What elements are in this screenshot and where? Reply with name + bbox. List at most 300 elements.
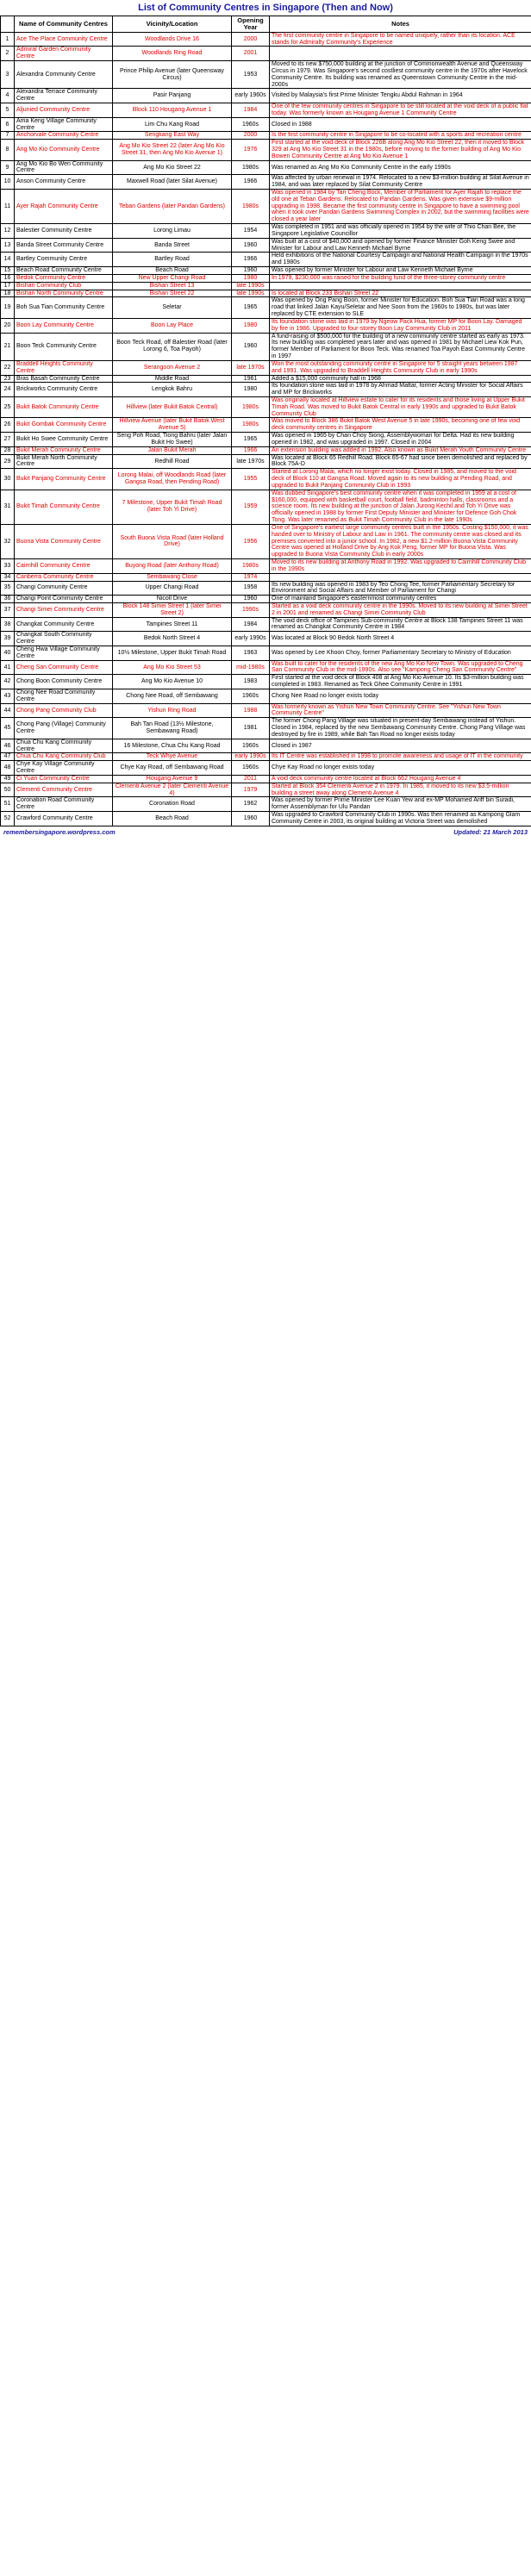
- row-year: 1958: [232, 581, 270, 596]
- row-name: Admiral Garden Community Centre: [15, 47, 113, 61]
- table-row: [1, 274, 531, 282]
- row-number: 44: [1, 703, 15, 718]
- row-location: Lengkok Bahru: [113, 383, 232, 397]
- row-location: Lorong Limau: [113, 224, 232, 239]
- row-year: 1959: [232, 490, 270, 524]
- table-row: [1, 433, 531, 447]
- table-row: [1, 375, 531, 383]
- row-location: Boon Teck Road, off Balestier Road (later Lorong 6, Toa Payoh): [113, 333, 232, 360]
- row-year: 1974: [232, 573, 270, 581]
- table-row: [1, 396, 531, 417]
- row-name: Bukit Ho Swee Community Centre: [15, 433, 113, 447]
- row-number: 27: [1, 433, 15, 447]
- row-name: Bukit Panjang Community Centre: [15, 469, 113, 490]
- table-row: [1, 603, 531, 618]
- row-year: 1980: [232, 274, 270, 282]
- row-name: Buona Vista Community Centre: [15, 524, 113, 558]
- row-number: 11: [1, 189, 15, 223]
- row-number: 4: [1, 89, 15, 103]
- row-location: Middle Road: [113, 375, 232, 383]
- row-notes: Held exhibitions of the National Courtesy Campaign and National Health Campaign in the 1970s and 1980s: [270, 253, 531, 267]
- row-name: Canberra Community Centre: [15, 573, 113, 581]
- row-location: Lim Chu Kang Road: [113, 117, 232, 132]
- row-number: 20: [1, 318, 15, 333]
- row-name: Banda Street Community Centre: [15, 238, 113, 253]
- row-year: mid-1980s: [232, 660, 270, 675]
- table-row: [1, 689, 531, 703]
- row-location: New Upper Changi Road: [113, 274, 232, 282]
- row-number: 43: [1, 689, 15, 703]
- row-year: 1988: [232, 703, 270, 718]
- row-location: Yishun Ring Road: [113, 703, 232, 718]
- row-location: Bah Tan Road (13½ Milestone, Sembawang Road): [113, 718, 232, 739]
- row-year: 1984: [232, 103, 270, 118]
- table-row: [1, 175, 531, 190]
- row-location: Teck Whye Avenue: [113, 753, 232, 761]
- row-year: early 1990s: [232, 753, 270, 761]
- row-name: Chong Boon Community Centre: [15, 675, 113, 689]
- row-notes: Started at Block 354 Clementi Avenue 2 in 1979. In 1985, it moved to its new $3.5-million building a street away along Clementi Avenue 4: [270, 783, 531, 797]
- row-notes: The former Chong Pang Village was situated in present-day Sembawang instead of Yishun. Closed in 1984, replaced by the new Sembawang Community Centre. Chong Pang Village was destroyed by fire in 1989, while Bah Tan Road no longer exists today: [270, 718, 531, 739]
- row-number: 49: [1, 775, 15, 783]
- row-notes: Was opened in 1965 by Chan Choy Siong, Assemblywoman for Delta. Had its new building opened in 1982, and was upgraded in 1997. Closed in 2004: [270, 433, 531, 447]
- row-year: 1979: [232, 783, 270, 797]
- row-notes: Moved to its new $750,000 building at the junction of Commonwealth Avenue and Queensway Circus in 1979. Was Singapore's second costliest community centre in the 1970s after Havelock Community Centre. Its building was renamed as Queenstown Community Centre in the mid-2000s: [270, 61, 531, 89]
- row-location: Woodlands Ring Road: [113, 47, 232, 61]
- row-notes: Was opened by former Prime Minister Lee Kuan Yew and ex-MP Mohamed Ariff bin Suradi, former Assemblyman for Ulu Pandan: [270, 797, 531, 812]
- row-name: Chong Nee Road Community Centre: [15, 689, 113, 703]
- row-year: 1963: [232, 646, 270, 660]
- table-row: [1, 224, 531, 239]
- row-year: 1966: [232, 253, 270, 267]
- row-number: 37: [1, 603, 15, 618]
- table-row: [1, 490, 531, 524]
- row-name: Crawford Community Centre: [15, 812, 113, 826]
- row-name: Chong Pang (Village) Community Centre: [15, 718, 113, 739]
- row-notes: First started at the void deck of Block 408 at Ang Mo Kio Avenue 10. Its $3-million building was completed in 1983. Renamed as Teck Ghee Community Centre in 1991: [270, 675, 531, 689]
- row-notes: Was formerly known as Yishun New Town Community Centre. See "Yishun New Town Community Centre": [270, 703, 531, 718]
- row-year: 1960s: [232, 117, 270, 132]
- row-number: 36: [1, 596, 15, 603]
- row-notes: Closed in 1988: [270, 117, 531, 132]
- row-location: Maxwell Road (later Silat Avenue): [113, 175, 232, 190]
- row-number: 6: [1, 117, 15, 132]
- row-number: 18: [1, 290, 15, 297]
- table-body: [1, 32, 531, 826]
- row-notes: Started at Lorong Malai, which no longer exist today. Closed in 1985, and moved to the void deck of Block 110 at Gangsa Road. Moved again to its new building at Pending Road, and upgraded to Bukit Panjang Community Club in 1993: [270, 469, 531, 490]
- row-notes: Started as a void deck community centre in the 1990s. Moved to its new building at Simei Street 2 in 2001 and renamed as Changi Simei Community Club: [270, 603, 531, 618]
- row-number: 22: [1, 360, 15, 375]
- row-year: 2000: [232, 32, 270, 47]
- table-row: [1, 89, 531, 103]
- row-notes: An extension building was added in 1992. Also known as Bukit Merah Youth Community Centre: [270, 446, 531, 454]
- row-location: Nicoll Drive: [113, 596, 232, 603]
- row-number: 24: [1, 383, 15, 397]
- row-location: Coronation Road: [113, 797, 232, 812]
- row-notes: [270, 47, 531, 61]
- row-location: Sengkang East Way: [113, 132, 232, 140]
- table-row: [1, 103, 531, 118]
- table-row: [1, 117, 531, 132]
- row-name: Anchorvale Community Centre: [15, 132, 113, 140]
- row-name: Chua Chu Kang Community Club: [15, 753, 113, 761]
- row-location: Lorong Malai, off Woodlands Road (later Gangsa Road, then Pending Road): [113, 469, 232, 490]
- row-year: late 1990s: [232, 282, 270, 290]
- row-location: Beach Road: [113, 267, 232, 275]
- row-name: Changkat South Community Centre: [15, 632, 113, 646]
- row-number: 50: [1, 783, 15, 797]
- row-year: 1980s: [232, 160, 270, 175]
- row-year: 1990s: [232, 603, 270, 618]
- row-year: 1980s: [232, 559, 270, 574]
- row-number: 38: [1, 617, 15, 632]
- row-name: Braddell Heights Community Centre: [15, 360, 113, 375]
- table-row: [1, 454, 531, 469]
- row-number: 41: [1, 660, 15, 675]
- row-year: 2000: [232, 132, 270, 140]
- row-notes: Was originally located at Hillview estate to cater for its residents and those living at Upper Bukit Timah Road. Was moved to Bukit Batok Central in early 1990s and upgraded to Bukit Batok Community Club: [270, 396, 531, 417]
- row-year: 1961: [232, 375, 270, 383]
- footer-source: remembersingapore.wordpress.com: [3, 827, 116, 836]
- row-notes: One of the few community centres in Singapore to be still located at the void deck of a public flat today. Was formerly known as Hougang Avenue 1 Community Centre: [270, 103, 531, 118]
- row-number: 2: [1, 47, 15, 61]
- table-row: [1, 140, 531, 160]
- row-year: 1960: [232, 333, 270, 360]
- row-notes: Won the most outstanding community centre in Singapore for 5 straight years between 1987 and 1991. Was upgraded to Braddell Heights Community Club in early 1990s: [270, 360, 531, 375]
- row-notes: Was opened by Lee Khoon Choy, former Parliamentary Secretary to Ministry of Education: [270, 646, 531, 660]
- row-location: Redhill Road: [113, 454, 232, 469]
- row-location: Block 110 Hougang Avenue 1: [113, 103, 232, 118]
- row-notes: [270, 282, 531, 290]
- row-number: 3: [1, 61, 15, 89]
- row-name: Anson Community Centre: [15, 175, 113, 190]
- row-name: Cheng San Community Centre: [15, 660, 113, 675]
- row-year: 1960s: [232, 739, 270, 753]
- table-row: [1, 573, 531, 581]
- row-name: Bishan Community Club: [15, 282, 113, 290]
- row-year: 1983: [232, 675, 270, 689]
- row-notes: Was built at a cost of $40,000 and opened by former Finance Minister Goh Keng Swee and Minister for Labour and Law Kenneth Michael Byrne: [270, 238, 531, 253]
- row-notes: Was dubbed Singapore's best community centre when it was completed in 1959 at a cost of $160,000, equipped with basketball court, football field, badminton halls, classrooms and a science room. Its new building at the junction of Jalan Jurong Kechil and Toh Yi Drive was officially opened in 1988 by former First Deputy Minister and Minister for Defence Goh Chok Tong. Was later renamed as Bukit Timah Community Club in the late 1990s: [270, 490, 531, 524]
- row-location: Ang Mo Kio Street 22: [113, 160, 232, 175]
- table-row: [1, 761, 531, 776]
- footer: [0, 826, 531, 836]
- row-name: Balestier Community Centre: [15, 224, 113, 239]
- table-row: [1, 32, 531, 47]
- row-location: Seletar: [113, 297, 232, 318]
- row-name: Clementi Community Centre: [15, 783, 113, 797]
- row-name: Ang Mo Kio Bo Wen Community Centre: [15, 160, 113, 175]
- row-year: 1960: [232, 238, 270, 253]
- table-row: [1, 61, 531, 89]
- row-location: Upper Changi Road: [113, 581, 232, 596]
- row-year: 1960: [232, 267, 270, 275]
- row-name: Bukit Merah Community Centre: [15, 446, 113, 454]
- row-notes: Its foundation stone was laid in 1979 by Ngeow Pack Hua, former MP for Boon Lay. Damaged by fire in 1986. Upgraded to four-storey Boon Lay Community Club in 2011: [270, 318, 531, 333]
- row-name: Bukit Timah Community Centre: [15, 490, 113, 524]
- row-number: 32: [1, 524, 15, 558]
- row-notes: Its new building was opened in 1983 by Teo Chong Tee, former Parliamentary Secretary for Environment and Social Affairs and Member of Parliament for Changi: [270, 581, 531, 596]
- table-row: [1, 253, 531, 267]
- row-location: Ang Mo Kio Street 53: [113, 660, 232, 675]
- row-name: Bras Basah Community Centre: [15, 375, 113, 383]
- table-row: [1, 297, 531, 318]
- row-notes: A void deck community centre located at Block 662 Hougang Avenue 4: [270, 775, 531, 783]
- table-row: [1, 646, 531, 660]
- row-year: 1960s: [232, 689, 270, 703]
- row-year: 2011: [232, 775, 270, 783]
- row-name: Changkat Community Centre: [15, 617, 113, 632]
- row-name: Bukit Gombak Community Centre: [15, 418, 113, 433]
- row-location: 7 Milestone, Upper Bukit Timah Road (later Toh Yi Drive): [113, 490, 232, 524]
- row-year: 1980s: [232, 189, 270, 223]
- row-notes: In 1979, $230,000 was raised for the building fund of the three-storey community centre: [270, 274, 531, 282]
- header-location: Vicinity/Location: [113, 16, 232, 33]
- row-location: Bishan Street 22: [113, 290, 232, 297]
- header-name: Name of Community Centres: [15, 16, 113, 33]
- row-location: Bishan Street 13: [113, 282, 232, 290]
- row-year: early 1990s: [232, 632, 270, 646]
- row-location: Beach Road: [113, 812, 232, 826]
- row-year: 1960s: [232, 761, 270, 776]
- row-notes: First started at the void deck of Block 226B along Ang Mo Kio Street 22, then it moved to Block 329 at Ang Mo Kio Street 31 in the 1980s, before moving to the former building of Ang Mo Kio Bowen Community Centre at Ang Mo Kio Avenue 1: [270, 140, 531, 160]
- table-row: [1, 446, 531, 454]
- row-name: Chye Kay Village Community Centre: [15, 761, 113, 776]
- row-year: 1984: [232, 617, 270, 632]
- table-row: [1, 632, 531, 646]
- row-name: Changi Community Centre: [15, 581, 113, 596]
- table-row: [1, 267, 531, 275]
- row-number: 29: [1, 454, 15, 469]
- row-notes: A fund-raising of $500,000 for the building of a new community centre started as early as 1973. Its new building was completed years later and was opened in 1981 by Michael Liew Kok Pun, former Member of Parliament for Boon Teck. Was renamed Toa Payoh East Community Centre in 1997: [270, 333, 531, 360]
- row-name: Bukit Merah North Community Centre: [15, 454, 113, 469]
- row-number: 35: [1, 581, 15, 596]
- row-year: 1980: [232, 383, 270, 397]
- row-number: 16: [1, 274, 15, 282]
- row-year: late 1990s: [232, 290, 270, 297]
- row-name: Changi Point Community Centre: [15, 596, 113, 603]
- row-number: 45: [1, 718, 15, 739]
- row-number: 51: [1, 797, 15, 812]
- row-notes: Its IT Centre was established in 1998 to promote awareness and usage of IT in the community: [270, 753, 531, 761]
- row-location: Seng Poh Road, Tiong Bahru (later Jalan Bukit Ho Swee): [113, 433, 232, 447]
- table-row: [1, 581, 531, 596]
- row-number: 48: [1, 761, 15, 776]
- table-row: [1, 812, 531, 826]
- header-year: Opening Year: [232, 16, 270, 33]
- table-row: [1, 47, 531, 61]
- row-name: Alexandra Community Centre: [15, 61, 113, 89]
- row-name: Boh Sua Tian Community Centre: [15, 297, 113, 318]
- table-row: [1, 238, 531, 253]
- row-year: 1953: [232, 61, 270, 89]
- row-notes: Chong Nee Road no longer exists today: [270, 689, 531, 703]
- row-location: 16 Milestone, Chua Chu Kang Road: [113, 739, 232, 753]
- row-location: Pasir Panjang: [113, 89, 232, 103]
- table-row: [1, 703, 531, 718]
- row-number: 17: [1, 282, 15, 290]
- row-notes: Is located at Block 233 Bishan Street 22: [270, 290, 531, 297]
- row-notes: Was upgraded to Crawford Community Club in 1990s. Was then renamed as Kampong Glam Community Centre in 2003, its original building at Victoria Street was demolished: [270, 812, 531, 826]
- row-number: 46: [1, 739, 15, 753]
- row-number: 42: [1, 675, 15, 689]
- row-year: 1965: [232, 433, 270, 447]
- table-row: [1, 132, 531, 140]
- row-notes: One of mainland Singapore's easternmost community centres: [270, 596, 531, 603]
- row-name: Bishan North Community Centre: [15, 290, 113, 297]
- row-number: 8: [1, 140, 15, 160]
- table-row: [1, 189, 531, 223]
- row-location: South Buona Vista Road (later Holland Drive): [113, 524, 232, 558]
- row-location: Jalan Bukit Merah: [113, 446, 232, 454]
- row-number: 30: [1, 469, 15, 490]
- row-number: 5: [1, 103, 15, 118]
- row-location: Woodlands Drive 16: [113, 32, 232, 47]
- row-name: Chong Pang Community Club: [15, 703, 113, 718]
- table-row: [1, 660, 531, 675]
- community-centres-table: [0, 16, 531, 826]
- row-number: 13: [1, 238, 15, 253]
- row-notes: Visited by Malaysia's first Prime Minister Tengku Abdul Rahman in 1964: [270, 89, 531, 103]
- table-row: [1, 617, 531, 632]
- row-number: 31: [1, 490, 15, 524]
- row-name: Ci Yuan Community Centre: [15, 775, 113, 783]
- row-name: Ama Keng Village Community Centre: [15, 117, 113, 132]
- row-name: Chua Chu Kang Community Centre: [15, 739, 113, 753]
- row-location: Hillview Avenue (later Bukit Batok West Avenue 5): [113, 418, 232, 433]
- row-location: Ang Mo Kio Street 22 (later Ang Mo Kio Street 31, then Ang Mo Kio Avenue 1): [113, 140, 232, 160]
- row-number: 19: [1, 297, 15, 318]
- row-number: 25: [1, 396, 15, 417]
- row-year: late 1970s: [232, 454, 270, 469]
- row-number: 1: [1, 32, 15, 47]
- row-name: Bukit Batok Community Centre: [15, 396, 113, 417]
- row-location: Clementi Avenue 2 (later Clementi Avenue 4): [113, 783, 232, 797]
- table-row: [1, 469, 531, 490]
- row-year: 1960: [232, 812, 270, 826]
- row-notes: The void deck office of Tampines Sub-community Centre at Block 138 Tampines Street 11 was renamed as Changkat Community Centre in 1984: [270, 617, 531, 632]
- row-notes: Was located at Block 90 Bedok North Street 4: [270, 632, 531, 646]
- row-year: 1966: [232, 446, 270, 454]
- row-location: Boon Lay Place: [113, 318, 232, 333]
- row-location: Tampines Street 11: [113, 617, 232, 632]
- row-number: 14: [1, 253, 15, 267]
- row-year: 1956: [232, 524, 270, 558]
- footer-updated: Updated: 21 March 2013: [453, 827, 528, 836]
- row-location: Hougang Avenue 9: [113, 775, 232, 783]
- table-row: [1, 783, 531, 797]
- table-row: [1, 675, 531, 689]
- row-number: 12: [1, 224, 15, 239]
- row-year: 1962: [232, 797, 270, 812]
- row-location: Block 148 Simei Street 1 (later Simei Street 2): [113, 603, 232, 618]
- row-number: 34: [1, 573, 15, 581]
- row-notes: Was located at Block 65 Redhill Road. Block 65-67 had since been demolished and replaced by Block 75A-D: [270, 454, 531, 469]
- row-number: 15: [1, 267, 15, 275]
- row-notes: Moved to its new building at Anthony Road in 1992. Was upgraded to Cairnhill Community Club in the 1990s: [270, 559, 531, 574]
- row-notes: Is the first community centre in Singapore to be co-located with a sports and recreation centre: [270, 132, 531, 140]
- table-row: [1, 418, 531, 433]
- row-location: Sembawang Close: [113, 573, 232, 581]
- row-notes: Closed in 1987: [270, 739, 531, 753]
- row-year: late 1970s: [232, 360, 270, 375]
- row-year: 1980s: [232, 396, 270, 417]
- row-name: Alexandra Terrace Community Centre: [15, 89, 113, 103]
- row-number: 52: [1, 812, 15, 826]
- row-year: 1965: [232, 297, 270, 318]
- row-number: 21: [1, 333, 15, 360]
- row-location: Chong Nee Road, off Sembawang: [113, 689, 232, 703]
- row-location: Chye Kay Road, off Sembawang Road: [113, 761, 232, 776]
- row-number: 28: [1, 446, 15, 454]
- row-year: 2001: [232, 47, 270, 61]
- row-name: Brickworks Community Centre: [15, 383, 113, 397]
- row-location: Buyong Road (later Anthony Road): [113, 559, 232, 574]
- row-year: early 1960s: [232, 89, 270, 103]
- row-number: 9: [1, 160, 15, 175]
- row-name: Ayer Rajah Community Centre: [15, 189, 113, 223]
- table-row: [1, 282, 531, 290]
- row-number: 7: [1, 132, 15, 140]
- row-name: Beach Road Community Centre: [15, 267, 113, 275]
- row-notes: Was opened by former Minister for Labour and Law Kenneth Michael Byrne: [270, 267, 531, 275]
- row-year: 1960: [232, 596, 270, 603]
- row-notes: Was built to cater for the residents of the new Ang Mo Kio New Town. Was upgraded to Cheng San Community Club in the mid-1990s. Also see "Kampong Cheng San Community Centre": [270, 660, 531, 675]
- row-year: 1980: [232, 318, 270, 333]
- row-year: 1981: [232, 718, 270, 739]
- row-name: Ang Mo Kio Community Centre: [15, 140, 113, 160]
- row-location: Prince Philip Avenue (later Queensway Circus): [113, 61, 232, 89]
- row-number: 10: [1, 175, 15, 190]
- row-number: 47: [1, 753, 15, 761]
- row-location: Bartley Road: [113, 253, 232, 267]
- table-row: [1, 775, 531, 783]
- row-notes: Was affected by urban renewal in 1974. Relocated to a new $3-million building at Silat Avenue in 1984, and was later replaced by Silat Community Centre: [270, 175, 531, 190]
- table-row: [1, 797, 531, 812]
- table-row: [1, 739, 531, 753]
- row-name: Bartley Community Centre: [15, 253, 113, 267]
- row-location: Teban Gardens (later Pandan Gardens): [113, 189, 232, 223]
- table-row: [1, 160, 531, 175]
- table-row: [1, 383, 531, 397]
- table-row: [1, 318, 531, 333]
- row-name: Boon Lay Community Centre: [15, 318, 113, 333]
- row-location: Ang Mo Kio Avenue 10: [113, 675, 232, 689]
- row-name: Coronation Road Community Centre: [15, 797, 113, 812]
- row-number: 33: [1, 559, 15, 574]
- row-year: 1955: [232, 469, 270, 490]
- row-name: Ace The Place Community Centre: [15, 32, 113, 47]
- row-notes: One of Singapore's earliest large community centres built in the 1950s. Costing $150,000, it was handed over to Ministry of Labour and Law in 1961. The community centre was closed and its premises converted into a junior school. In 1982, a new $1.2-million Buona Vista Community Centre was opened at Holland Drive by Ang Kok Peng, former MP for Buona Vista. Was upgraded to Buona Vista Community Club in early 2000s: [270, 524, 531, 558]
- table-row: [1, 290, 531, 297]
- row-notes: Was opened in 1984 by Tan Cheng Bock, Member of Parliament for Ayer Rajah to replace the old one at Teban Gardens. Relocated to Pandan Gardens. Was given extensive $9-million upgrading in 1998. Became the first community centre in Singapore to have a swimming pool when it took over Pandan Gardens Swimming Complex in 2002, but the swimming facilities were closed a year later: [270, 189, 531, 223]
- row-number: 40: [1, 646, 15, 660]
- row-year: 1954: [232, 224, 270, 239]
- row-name: Boon Teck Community Centre: [15, 333, 113, 360]
- table-row: [1, 753, 531, 761]
- row-notes: Added a $15,000 community hall in 1968: [270, 375, 531, 383]
- row-notes: Was opened by Ong Pang Boon, former Minister for Education. Boh Sua Tian Road was a long road that linked Jalan Kayu/Seletar and Nee Soon from the 1960s to 1980s, but was later replaced by CTE extension to SLE: [270, 297, 531, 318]
- row-location: Serangoon Avenue 2: [113, 360, 232, 375]
- table-row: [1, 360, 531, 375]
- table-row: [1, 718, 531, 739]
- table-row: [1, 333, 531, 360]
- row-location: 10½ Milestone, Upper Bukit Timah Road: [113, 646, 232, 660]
- page-title: List of Community Centres in Singapore (Then and Now): [138, 3, 393, 13]
- row-notes: The first community centre in Singapore to be named uniquely, rather than its location. ACE stands for Admiralty Community's Experience: [270, 32, 531, 47]
- header-no: [1, 16, 15, 33]
- row-notes: Was completed in 1951 and was officially opened in 1954 by the wife of Thio Chan Bee, the Singapore Legislative Councillor: [270, 224, 531, 239]
